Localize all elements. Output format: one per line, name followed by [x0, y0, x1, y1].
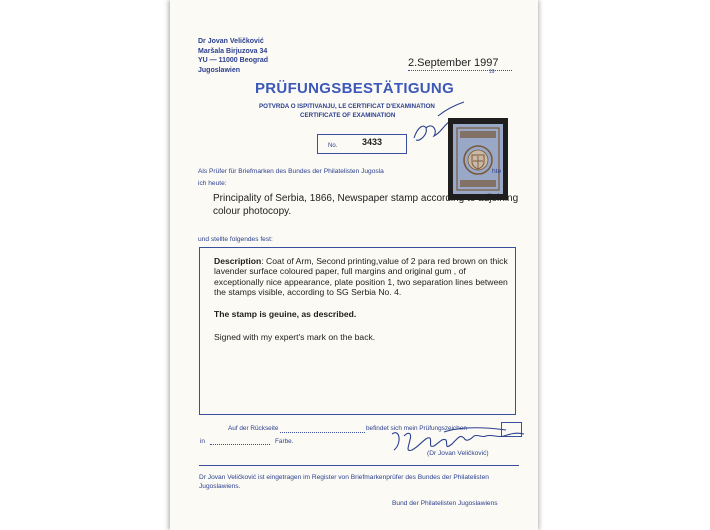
federation-name: Bund der Philatelisten Jugoslawiens: [392, 500, 498, 507]
stamp-subject: Principality of Serbia, 1866, Newspaper stamp according to adjoining colour photocopy.: [213, 193, 519, 217]
divider: [199, 465, 519, 466]
description-label: Description: [214, 256, 262, 266]
certificate-date: 2.September 1997: [408, 57, 499, 69]
number-label: No.: [328, 143, 338, 149]
subtitle-line1: POTVRDA O ISPITIVANJU, LE CERTIFICAT D'EXAMINATION: [259, 103, 435, 110]
findings-label: und stellte folgendes fest:: [198, 236, 273, 243]
stamp-image: [448, 118, 508, 200]
stamp-photocopy: [448, 118, 508, 200]
date-line: [408, 70, 512, 71]
description-text: : Coat of Arm, Second printing,value of 2 para red brown on thick lavender surface coloured paper, full margins and original gum , of exceptionally nice appearance, plate position 1, two separation lines between the stamps visible, according to SG Serbia No. 4.: [214, 256, 508, 298]
in-label: in: [200, 438, 205, 445]
address-street: Maršala Birjuzova 34: [198, 47, 268, 55]
register-statement: Dr Jovan Veličković ist eingetragen im Register von Briefmarkenprüfer des Bundes der Philatelisten Jugoslawiens.: [199, 474, 489, 490]
page-title: PRÜFUNGSBESTÄTIGUNG: [255, 80, 455, 97]
address-city: YU — 11000 Beograd: [198, 57, 269, 64]
signature-name: (Dr Jovan Veličković): [427, 450, 489, 457]
in-dotted-line: [210, 444, 270, 445]
signed-statement: Signed with my expert's mark on the back.: [214, 332, 376, 342]
intro-line1: Als Prüfer für Briefmarken des Bundes der Philatelisten Jugosla: [198, 168, 384, 175]
intro-line2: ich heute:: [198, 180, 227, 187]
mark-label: befindet sich mein Prüfungszeichen: [366, 425, 467, 432]
address-country: Jugoslawien: [198, 66, 241, 74]
back-dotted-line: [280, 432, 365, 433]
description: [214, 256, 510, 298]
expert-address: [198, 37, 268, 75]
certificate-number: 3433: [362, 137, 383, 147]
color-label: Farbe.: [275, 438, 294, 445]
year-prefix: 19: [489, 69, 495, 75]
intro-line1-end: hte: [492, 168, 502, 175]
subtitle-line2: CERTIFICATE OF EXAMINATION: [300, 112, 396, 119]
genuine-statement: The stamp is geuine, as described.: [214, 309, 357, 319]
back-label: Auf der Rückseite: [228, 425, 279, 432]
address-name: Dr Jovan Veličković: [198, 38, 264, 45]
